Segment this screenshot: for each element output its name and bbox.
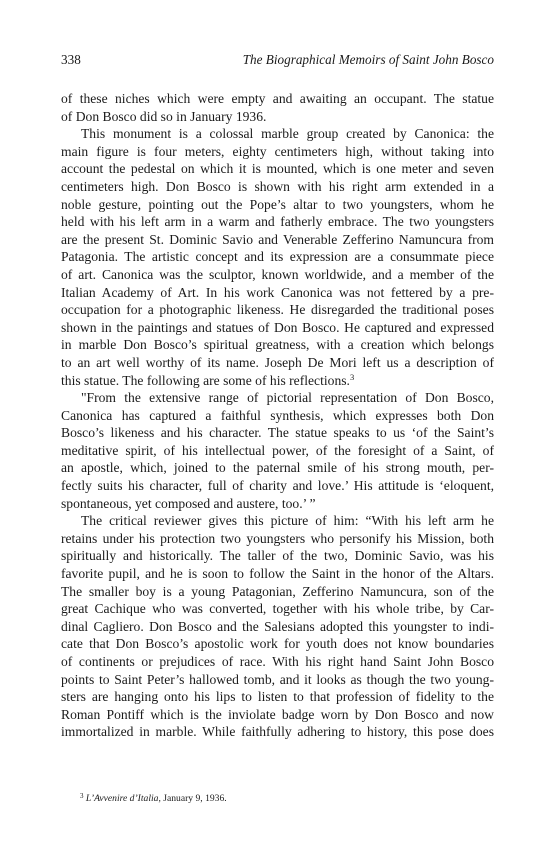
text-line-content: main figure is four meters, eighty centimeters high, without taking into	[61, 143, 494, 159]
running-title: The Biographical Memoirs of Saint John Bosco	[242, 52, 494, 67]
text-line	[61, 90, 494, 108]
text-line	[61, 372, 494, 390]
text-line	[61, 266, 494, 284]
text-line-content: occupation for a photographic likeness. He disregarded the traditional poses	[61, 302, 494, 318]
text-line-content: great Cachique who was converted, together with his whole tribe, by Car-	[61, 601, 494, 617]
text-line-content: cate that Don Bosco’s apostolic work for youth does not know boundaries	[61, 636, 494, 652]
text-line	[61, 407, 494, 425]
text-line-content: shown in the paintings and statues of Don Bosco. He captured and expressed	[61, 319, 494, 335]
text-line	[61, 653, 494, 671]
text-line-content: fectly suits his character, full of charity and love.’ His attitude is ‘eloquent,	[61, 478, 494, 494]
text-line	[61, 424, 494, 442]
text-line-content: points to Saint Peter’s hallowed tomb, and it looks as though the two young-	[61, 671, 494, 687]
text-line-content: in marble Don Bosco’s spiritual greatness, with a creation which belongs	[61, 337, 494, 353]
text-line-content: account the pedestal on which it is mounted, which is one meter and seven	[61, 161, 494, 177]
text-line-content: centimeters high. Don Bosco is shown with his right arm extended in a	[61, 178, 494, 194]
text-line-content: sters are hanging onto his lips to listen to that profession of fidelity to the	[61, 689, 494, 705]
text-line	[61, 389, 494, 407]
text-line-content: immortalized in marble. While faithfully adhering to history, this pose does	[61, 724, 494, 740]
text-line	[61, 284, 494, 302]
text-line	[61, 477, 494, 495]
text-line	[61, 618, 494, 636]
text-line-content: of Don Bosco did so in January 1936.	[61, 108, 267, 124]
text-line	[61, 688, 494, 706]
text-line-content: This monument is a colossal marble group created by Canonica: the	[81, 126, 494, 142]
footnote-marker: 3	[80, 792, 84, 800]
text-line	[61, 706, 494, 724]
text-line	[61, 530, 494, 548]
text-line-content: The critical reviewer gives this picture of him: “With his left arm he	[81, 513, 494, 529]
text-line-content: of art. Canonica was the sculptor, known worldwide, and a member of the	[61, 266, 494, 282]
text-line-content: this statue. The following are some of his reflections.	[61, 372, 350, 388]
text-line	[61, 512, 494, 530]
text-line-content: are the present St. Dominic Savio and Venerable Zefferino Namuncura from	[61, 231, 494, 247]
footnote-source-title: L’Avvenire d’Italia,	[85, 793, 161, 804]
text-line-content: The smaller boy is a young Patagonian, Zefferino Namuncura, son of the	[61, 583, 494, 599]
body-text	[61, 90, 494, 741]
text-line	[61, 583, 494, 601]
text-line	[61, 336, 494, 354]
running-head	[61, 50, 494, 70]
text-line	[61, 143, 494, 161]
text-line	[61, 231, 494, 249]
text-line	[61, 213, 494, 231]
text-line-content: "From the extensive range of pictorial representation of Don Bosco,	[81, 390, 494, 406]
text-line	[61, 248, 494, 266]
text-line	[61, 442, 494, 460]
text-line	[61, 459, 494, 477]
page-number: 338	[61, 52, 81, 67]
text-line	[61, 319, 494, 337]
text-line-content: an apostle, which, joined to the paternal smile of his strong mouth, per-	[61, 460, 494, 476]
text-line	[61, 495, 494, 513]
text-line	[61, 301, 494, 319]
text-line-content: spontaneous, yet composed and austere, too.’ ”	[61, 495, 316, 511]
text-line-content: Patagonia. The artistic concept and its expression are a consummate piece	[61, 249, 494, 265]
text-line	[61, 565, 494, 583]
text-line-content: to an art well worthy of its name. Joseph De Mori left us a description of	[61, 354, 494, 370]
text-line-content: retains under his protection two youngsters who personify his Mission, both	[61, 530, 494, 546]
text-line-content: of these niches which were empty and awaiting an occupant. The statue	[61, 91, 494, 106]
text-line-content: Bosco’s likeness and his character. The statue speaks to us ‘of the Saint’s	[61, 425, 494, 441]
text-line	[61, 671, 494, 689]
text-line	[61, 547, 494, 565]
text-line	[61, 160, 494, 178]
footnote-reference: 3	[349, 371, 355, 382]
text-line	[61, 125, 494, 143]
text-line-content: spiritually and historically. The taller of the two, Dominic Savio, was his	[61, 548, 494, 564]
text-line-content: meditative spirit, of his intellectual power, of the foresight of a Saint, of	[61, 442, 494, 458]
text-line-content: dinal Cagliero. Don Bosco and the Salesians adopted this youngster to indi-	[61, 618, 494, 634]
text-line	[61, 196, 494, 214]
text-line-content: of continents or prejudices of race. With his right hand Saint John Bosco	[61, 654, 494, 669]
text-line	[61, 108, 494, 126]
footnote-date: January 9, 1936.	[163, 793, 227, 804]
text-line-content: Italian Academy of Art. In his work Canonica was not fettered by a pre-	[61, 284, 494, 300]
text-line-content: held with his left arm in a warm and fatherly embrace. The two youngsters	[61, 214, 494, 230]
text-line	[61, 635, 494, 653]
text-line-content: noble gesture, pointing out the Pope’s altar to two youngsters, whom he	[61, 196, 494, 212]
footnote	[61, 792, 513, 805]
text-line	[61, 723, 494, 741]
text-line-content: favorite pupil, and he is soon to follow the Saint in the honor of the Altars.	[61, 566, 494, 582]
text-line-content: Canonica has captured a faithful synthesis, which expresses both Don	[61, 407, 494, 423]
text-line	[61, 600, 494, 618]
text-line	[61, 354, 494, 372]
text-line-content: Roman Pontiff which is the inviolate badge worn by Don Bosco and now	[61, 706, 494, 722]
text-line	[61, 178, 494, 196]
